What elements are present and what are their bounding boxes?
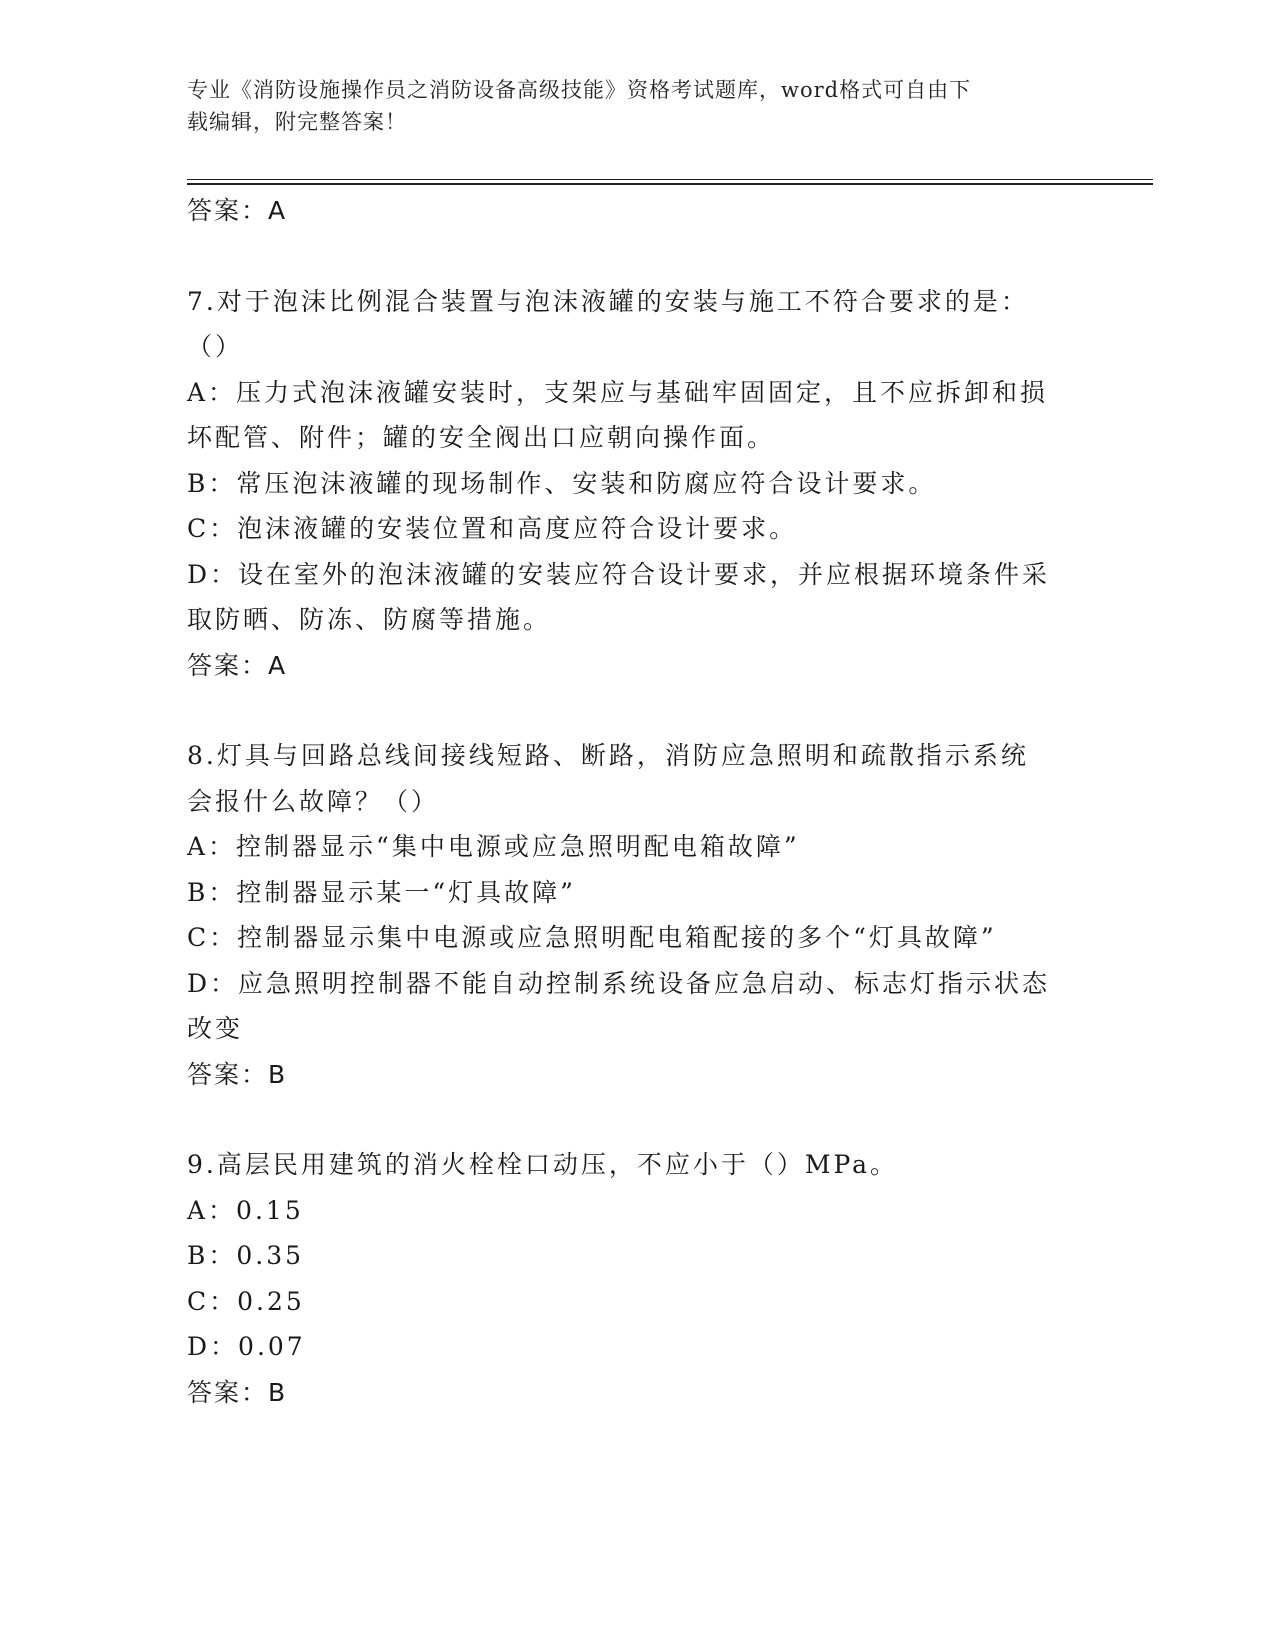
- spacer: [187, 1097, 1087, 1142]
- spacer: [187, 234, 1087, 279]
- question-8-option-d-line-1: D：应急照明控制器不能自动控制系统设备应急启动、标志灯指示状态: [187, 968, 1051, 998]
- question-9-option-a: A：0.15: [187, 1195, 304, 1225]
- question-8-option-d-line-2: 改变: [187, 1014, 244, 1043]
- question-9-option-b: B：0.35: [187, 1241, 305, 1270]
- question-block-9: [187, 1142, 1087, 1415]
- question-8-option-a: A：控制器显示“集中电源或应急照明配电箱故障”: [187, 832, 800, 861]
- question-block-7: [187, 279, 1087, 689]
- question-7-option-a-line-2: 坏配管、附件；罐的安全阀出口应朝向操作面。: [187, 423, 776, 452]
- header-line-1: 专业《消防设施操作员之消防设备高级技能》资格考试题库，word格式可自由下: [187, 78, 972, 102]
- question-8-option-b: B：控制器显示某一“灯具故障”: [187, 877, 576, 907]
- question-8-option-c: C：控制器显示集中电源或应急照明配电箱配接的多个“灯具故障”: [187, 923, 997, 952]
- header-divider-thin: [187, 179, 1153, 180]
- question-8-text-line-2: 会报什么故障？（）: [187, 786, 440, 816]
- spacer: [187, 688, 1087, 733]
- question-9-answer: 答案：B: [187, 1377, 288, 1407]
- document-content: [187, 188, 1087, 1415]
- question-9-option-d: D：0.07: [187, 1332, 306, 1361]
- question-8-answer: 答案：B: [187, 1059, 288, 1089]
- question-7-option-d-line-2: 取防晒、防冻、防腐等措施。: [187, 605, 552, 634]
- question-block-8: [187, 733, 1087, 1097]
- question-7-option-d-line-1: D：设在室外的泡沫液罐的安装应符合设计要求，并应根据环境条件采: [187, 559, 1051, 589]
- question-7-text-line-2: （）: [187, 332, 244, 361]
- document-header: [187, 74, 1087, 138]
- question-7-option-b: B：常压泡沫液罐的现场制作、安装和防腐应符合设计要求。: [187, 468, 937, 498]
- question-9-text: 9.高层民用建筑的消火栓栓口动压，不应小于（）MPa。: [187, 1150, 899, 1179]
- question-8-text-line-1: 8.灯具与回路总线间接线短路、断路，消防应急照明和疏散指示系统: [187, 741, 1029, 770]
- question-7-option-c: C：泡沫液罐的安装位置和高度应符合设计要求。: [187, 514, 798, 543]
- question-9-option-c: C：0.25: [187, 1286, 305, 1316]
- previous-answer: 答案：A: [187, 196, 288, 225]
- header-divider-thick: [187, 183, 1153, 185]
- question-7-answer: 答案：A: [187, 650, 288, 680]
- question-7-text-line-1: 7.对于泡沫比例混合装置与泡沫液罐的安装与施工不符合要求的是：: [187, 286, 1029, 316]
- header-line-2: 载编辑，附完整答案！: [187, 110, 407, 134]
- question-7-option-a-line-1: A：压力式泡沫液罐安装时，支架应与基础牢固固定，且不应拆卸和损: [187, 377, 1049, 407]
